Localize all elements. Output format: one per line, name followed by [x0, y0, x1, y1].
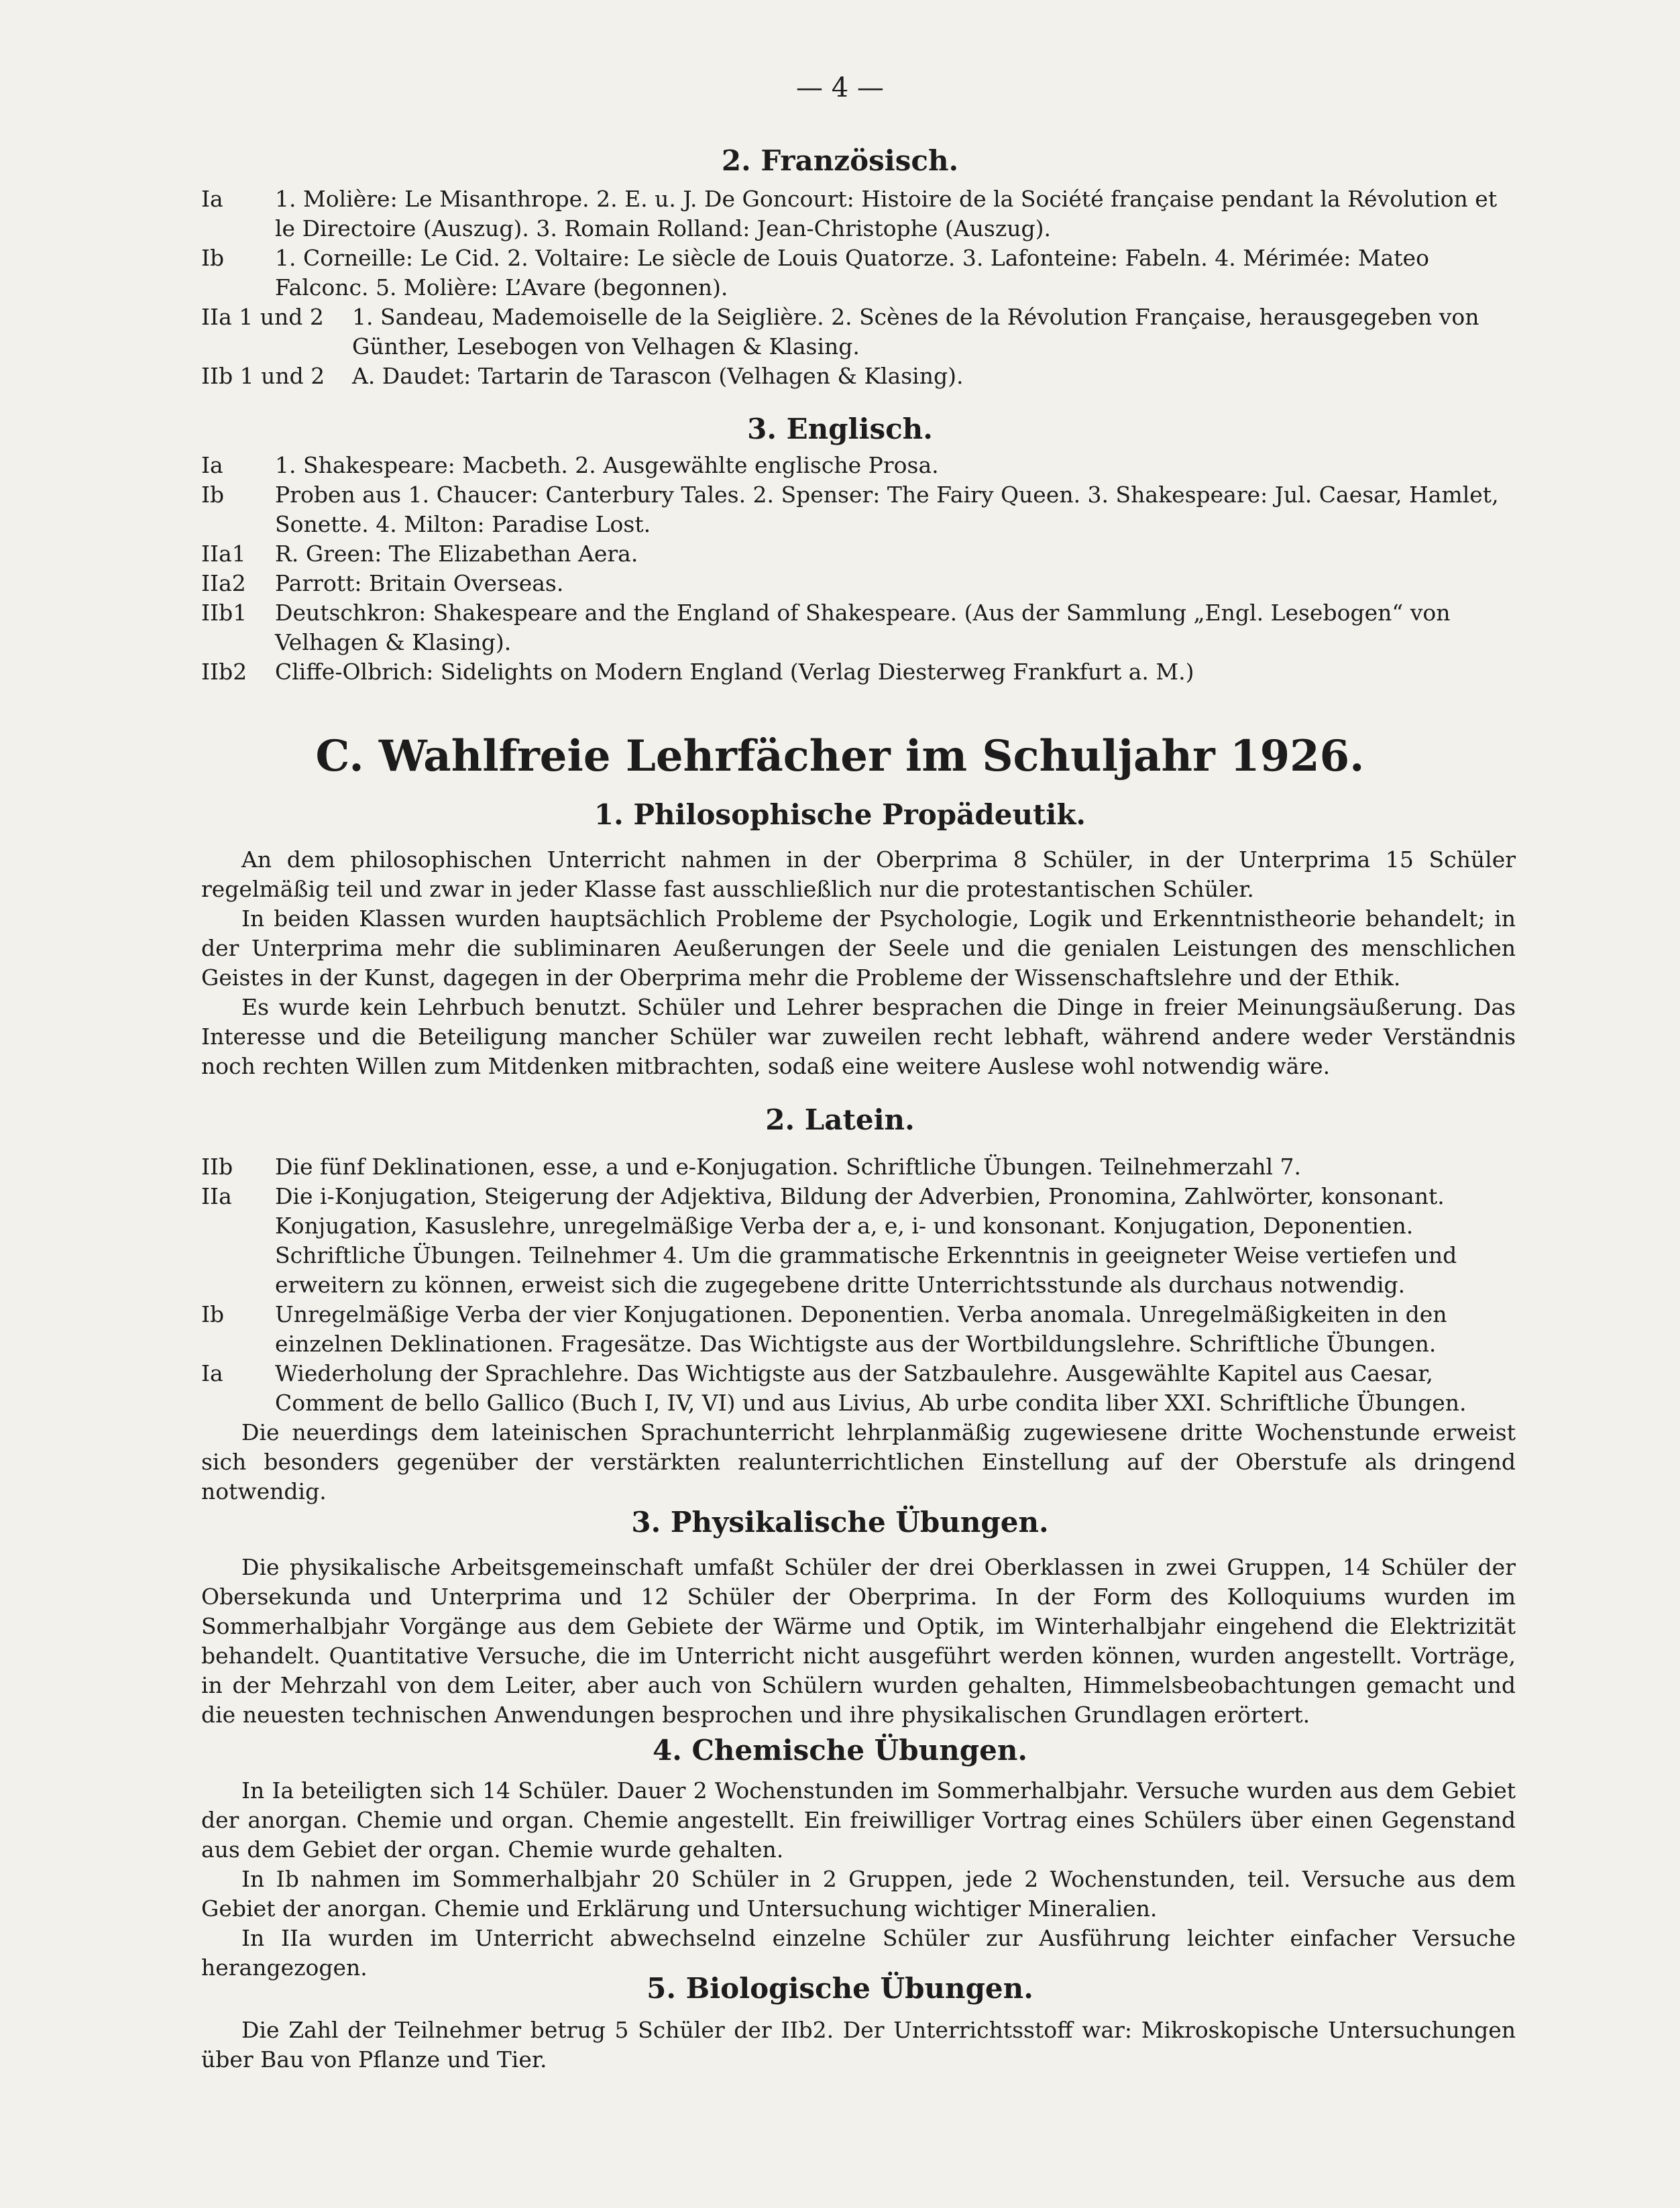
- entry-label: Ia: [201, 452, 223, 478]
- heading-chemistry: 4. Chemische Übungen.: [653, 1734, 1027, 1767]
- heading-french: 2. Französisch.: [721, 144, 959, 177]
- entry-label: Ia: [201, 1360, 223, 1386]
- entry-label: Ib: [201, 1301, 225, 1327]
- entry-text: Die fünf Deklinationen, esse, a und e-Konjugation. Schriftliche Übungen. Teilnehmerzahl 7.: [275, 1154, 1302, 1180]
- entry-label: Ib: [201, 245, 225, 271]
- french-entry: [201, 184, 1516, 243]
- english-entry: [201, 539, 1516, 569]
- page-number: — 4 —: [796, 72, 884, 103]
- paragraph: In IIa wurden im Unterricht abwechselnd einzelne Schüler zur Ausführung leichter einfacher Versuche herangezogen.: [201, 1925, 1516, 1981]
- entry-label: IIb 1 und 2: [201, 363, 325, 389]
- entry-label: IIa1: [201, 541, 246, 567]
- paragraph: Es wurde kein Lehrbuch benutzt. Schüler und Lehrer besprachen die Dinge in freier Meinungsäußerung. Das Interesse und die Beteiligung mancher Schüler war zuweilen recht lebhaft, während andere weder Verständnis noch rechten Willen zum Mitdenken mitbrachten, sodaß eine weitere Auslese wohl notwendig wäre.: [201, 994, 1516, 1079]
- paragraph: An dem philosophischen Unterricht nahmen in der Oberprima 8 Schüler, in der Unterprima 15 Schüler regelmäßig teil und zwar in jeder Klasse fast ausschließlich nur die protestantischen Schüler.: [201, 846, 1516, 902]
- english-entry: [201, 480, 1516, 539]
- entry-label: IIb1: [201, 600, 247, 626]
- entry-text: Parrott: Britain Overseas.: [275, 570, 564, 596]
- entry-text: Deutschkron: Shakespeare and the England of Shakespeare. (Aus der Sammlung „Engl. Lesebogen“ von Velhagen & Klasing).: [275, 600, 1451, 655]
- entry-text: 1. Sandeau, Mademoiselle de la Seiglière. 2. Scènes de la Révolution Française, herausgegeben von Günther, Lesebogen von Velhagen & Klasing.: [352, 304, 1479, 360]
- entry-label: IIb2: [201, 659, 247, 685]
- paragraph: In Ia beteiligten sich 14 Schüler. Dauer 2 Wochenstunden im Sommerhalbjahr. Versuche wurden aus dem Gebiet der anorgan. Chemie und organ. Chemie angestellt. Ein freiwilliger Vortrag eines Schülers über einen Gegenstand aus dem Gebiet der organ. Chemie wurde gehalten.: [201, 1777, 1516, 1863]
- paragraph: In beiden Klassen wurden hauptsächlich Probleme der Psychologie, Logik und Erkenntnistheorie behandelt; in der Unterprima mehr die subliminaren Aeußerungen der Seele und die genialen Leistungen des menschlichen Geistes in der Kunst, dagegen in der Oberprima mehr die Probleme der Wissenschaftslehre und der Ethik.: [201, 905, 1516, 991]
- entry-text: Die i-Konjugation, Steigerung der Adjektiva, Bildung der Adverbien, Pronomina, Zahlwörter, konsonant. Konjugation, Kasuslehre, unregelmäßige Verba der a, e, i- und konsonant. Konjugation, Deponentien. Schriftliche Übungen. Teilnehmer 4. Um die grammatische Erkenntnis in geeigneter Weise vertiefen und erweitern zu können, erweist sich die zugegebene dritte Unterrichtsstunde als durchaus notwendig.: [275, 1183, 1457, 1298]
- heading-section-c: C. Wahlfreie Lehrfächer im Schuljahr 1926.: [315, 731, 1365, 781]
- entry-text: Cliffe-Olbrich: Sidelights on Modern England (Verlag Diesterweg Frankfurt a. M.): [275, 659, 1194, 685]
- entry-text: Proben aus 1. Chaucer: Canterbury Tales. 2. Spenser: The Fairy Queen. 3. Shakespeare: Jul. Caesar, Hamlet, Sonette. 4. Milton: Paradise Lost.: [275, 482, 1499, 537]
- heading-physics: 3. Physikalische Übungen.: [631, 1506, 1049, 1539]
- french-entry: [201, 362, 1516, 391]
- entry-text: Wiederholung der Sprachlehre. Das Wichtigste aus der Satzbaulehre. Ausgewählte Kapitel aus Caesar, Comment de bello Gallico (Buch I, IV, VI) und aus Livius, Ab urbe condita liber XXI. Schriftliche Übungen.: [275, 1360, 1467, 1416]
- entry-text: 1. Molière: Le Misanthrope. 2. E. u. J. De Goncourt: Histoire de la Société française pendant la Révolution et le Directoire (Auszug). 3. Romain Rolland: Jean-Christophe (Auszug).: [275, 186, 1498, 241]
- paragraph: Die neuerdings dem lateinischen Sprachunterricht lehrplanmäßig zugewiesene dritte Wochenstunde erweist sich besonders gegenüber der verstärkten realunterrichtlichen Einstellung auf der Oberstufe als dringend notwendig.: [201, 1419, 1516, 1504]
- latin-entry: [201, 1182, 1516, 1300]
- paragraph: In Ib nahmen im Sommerhalbjahr 20 Schüler in 2 Gruppen, jede 2 Wochenstunden, teil. Versuche aus dem Gebiet der anorgan. Chemie und Erklärung und Untersuchung wichtiger Mineralien.: [201, 1866, 1516, 1922]
- english-entry: [201, 569, 1516, 598]
- heading-english: 3. Englisch.: [747, 412, 933, 445]
- entry-text: Unregelmäßige Verba der vier Konjugationen. Deponentien. Verba anomala. Unregelmäßigkeiten in den einzelnen Deklinationen. Fragesätze. Das Wichtigste aus der Wortbildungslehre. Schriftliche Übungen.: [275, 1301, 1447, 1357]
- entry-label: Ia: [201, 186, 223, 212]
- entry-label: IIa 1 und 2: [201, 304, 324, 330]
- entry-text: 1. Corneille: Le Cid. 2. Voltaire: Le siècle de Louis Quatorze. 3. Lafonteine: Fabeln. 4. Mérimée: Mateo Falconc. 5. Molière: L’Avare (begonnen).: [275, 245, 1429, 300]
- entry-text: 1. Shakespeare: Macbeth. 2. Ausgewählte englische Prosa.: [275, 452, 939, 478]
- heading-philosophy: 1. Philosophische Propädeutik.: [594, 798, 1086, 831]
- entry-text: R. Green: The Elizabethan Aera.: [275, 541, 638, 567]
- latin-entry: [201, 1152, 1516, 1182]
- paragraph: Die Zahl der Teilnehmer betrug 5 Schüler der IIb2. Der Unterrichtsstoff war: Mikroskopische Untersuchungen über Bau von Pflanze und Tier.: [201, 2017, 1516, 2073]
- english-entry: [201, 657, 1516, 687]
- latin-entry: [201, 1300, 1516, 1359]
- latin-entry: [201, 1359, 1516, 1418]
- paragraph: Die physikalische Arbeitsgemeinschaft umfaßt Schüler der drei Oberklassen in zwei Gruppen, 14 Schüler der Obersekunda und Unterprima und 12 Schüler der Oberprima. In der Form des Kolloquiums wurden im Sommerhalbjahr Vorgänge aus dem Gebiete der Wärme und Optik, im Winterhalbjahr eingehend die Elektrizität behandelt. Quantitative Versuche, die im Unterricht nicht ausgeführt werden können, wurden angestellt. Vorträge, in der Mehrzahl von dem Leiter, aber auch von Schülern wurden gehalten, Himmelsbeobachtungen gemacht und die neuesten technischen Anwendungen besprochen und ihre physikalischen Grundlagen erörtert.: [201, 1554, 1516, 1728]
- french-entry: [201, 302, 1516, 362]
- entry-label: IIb: [201, 1154, 233, 1180]
- heading-latin: 2. Latein.: [765, 1103, 915, 1136]
- english-entry: [201, 598, 1516, 657]
- entry-label: Ib: [201, 482, 225, 508]
- entry-label: IIa2: [201, 570, 246, 596]
- heading-biology: 5. Biologische Übungen.: [647, 1972, 1033, 2005]
- french-entry: [201, 243, 1516, 302]
- entry-label: IIa: [201, 1183, 232, 1209]
- english-entry: [201, 451, 1516, 480]
- entry-text: A. Daudet: Tartarin de Tarascon (Velhagen & Klasing).: [352, 363, 964, 389]
